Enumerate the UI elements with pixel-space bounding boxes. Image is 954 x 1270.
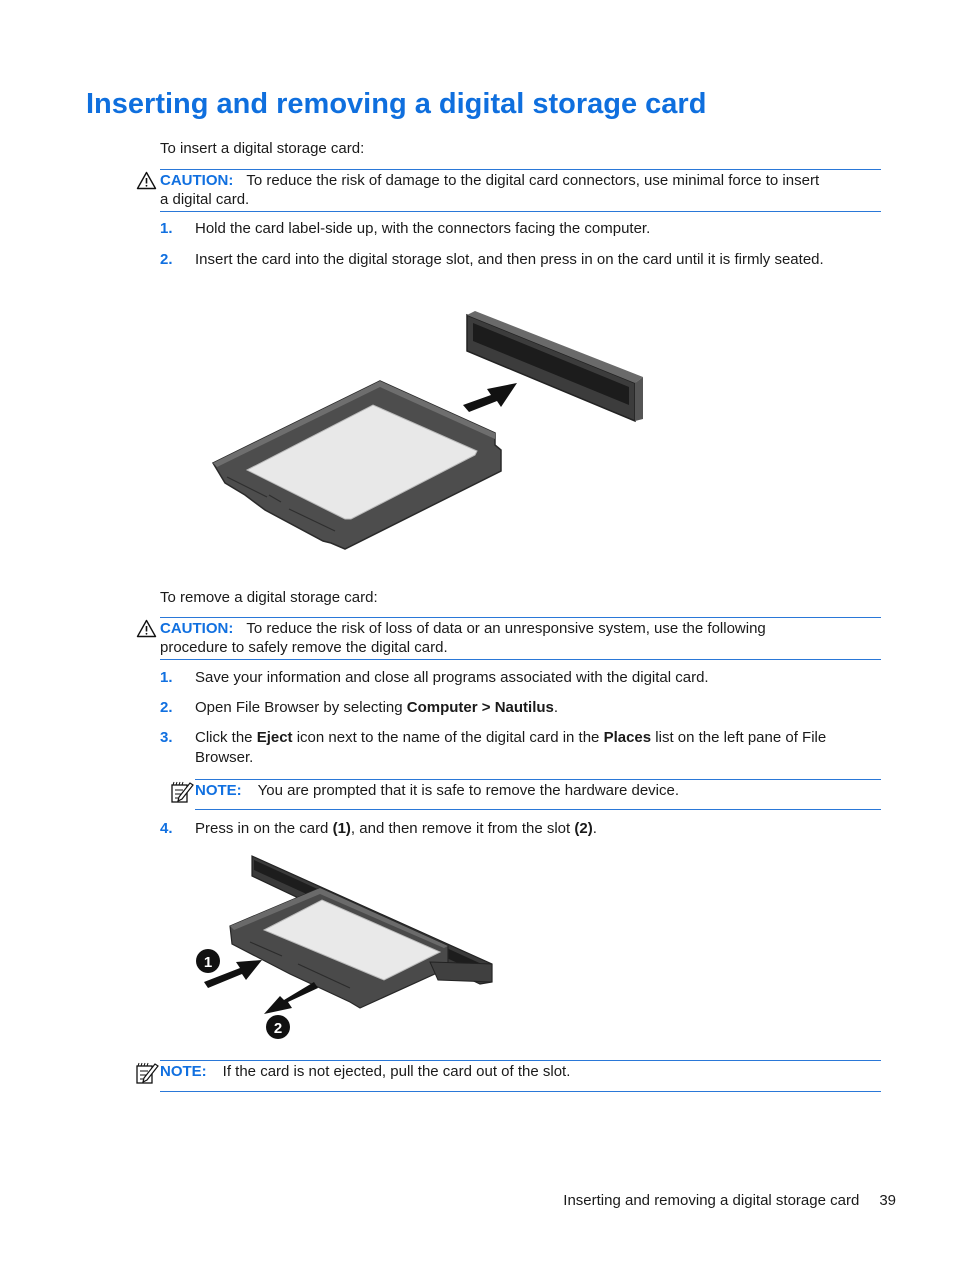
caution-text: To reduce the risk of loss of data or an unresponsive system, use the following (246, 620, 766, 637)
note-box (160, 1060, 881, 1092)
caution-text-line2: procedure to safely remove the digital card. (160, 639, 448, 656)
page-title: Inserting and removing a digital storage card (86, 88, 707, 120)
list-item: 2. Open File Browser by selecting Computer > Nautilus. (160, 699, 559, 716)
insert-intro: To insert a digital storage card: (160, 140, 365, 157)
caution-box-insert (160, 169, 881, 212)
callout-2: 2 (273, 1020, 283, 1037)
footer-title: Inserting and removing a digital storage card (563, 1192, 860, 1209)
page-footer (563, 1192, 896, 1209)
note-icon (135, 1061, 159, 1085)
list-item: 4. Press in on the card (1), and then remove it from the slot (2). (160, 820, 597, 837)
insert-card-illustration (205, 305, 645, 555)
note-text: If the card is not ejected, pull the card out of the slot. (222, 1063, 571, 1080)
note-icon (170, 780, 194, 804)
list-item: 1. Hold the card label-side up, with the connectors facing the computer. (160, 220, 651, 237)
list-item: 3. Click the Eject icon next to the name of the digital card in the Places list on the left pane of File Browser. (160, 729, 827, 766)
callout-1: 1 (203, 954, 213, 971)
caution-label: CAUTION: (160, 620, 234, 637)
list-item: 2. Insert the card into the digital storage slot, and then press in on the card until it is firmly seated. (160, 251, 824, 268)
page-number: 39 (879, 1192, 896, 1209)
remove-card-illustration (190, 850, 500, 1045)
caution-label: CAUTION: (160, 172, 234, 189)
remove-intro: To remove a digital storage card: (160, 589, 378, 606)
caution-icon (136, 619, 157, 638)
caution-text-line2: a digital card. (160, 191, 250, 208)
note-label: NOTE: (160, 1063, 207, 1080)
note-label: NOTE: (195, 782, 242, 799)
note-text: You are prompted that it is safe to remove the hardware device. (257, 782, 680, 799)
caution-icon (136, 171, 157, 190)
caution-box-remove (160, 617, 881, 660)
list-item: 1. Save your information and close all programs associated with the digital card. (160, 669, 709, 686)
caution-text: To reduce the risk of damage to the digital card connectors, use minimal force to insert (246, 172, 820, 189)
note-box (195, 779, 881, 810)
